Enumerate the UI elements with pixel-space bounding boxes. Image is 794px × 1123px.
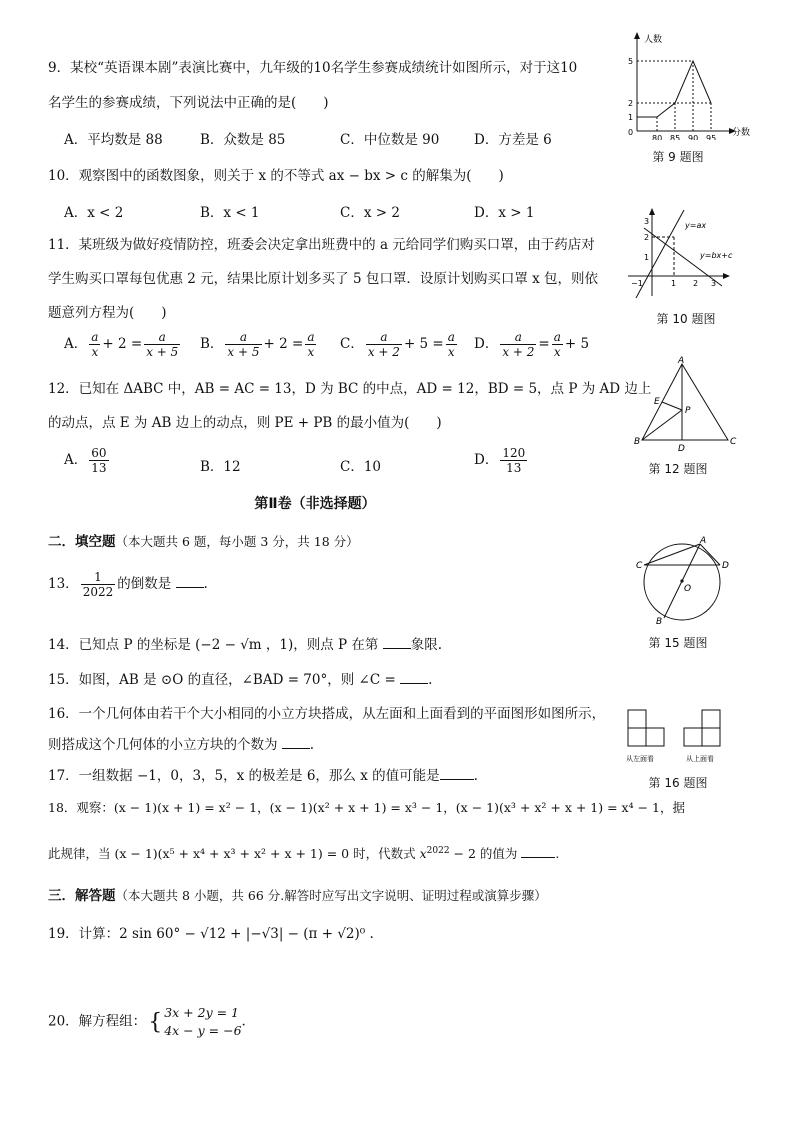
q12-label-e: E (654, 397, 660, 407)
q9-y-arrow (634, 32, 640, 39)
q11-option-a-frac2: $\frac{a}{x + 5}$ (146, 330, 179, 359)
q12-label-p: P (685, 406, 691, 416)
q9-line-chart (624, 28, 764, 140)
q17-line: 17．一组数据 −1，0，3，5，x 的极差是 6，那么 x 的值可能是 . (48, 768, 478, 784)
q9-y-tick-label: 5 (628, 57, 634, 66)
q18-exponent: 2022 (426, 845, 450, 856)
q16-top-view-cell (702, 710, 720, 728)
q15-label-a: A (700, 536, 707, 546)
q15-label-o: O (684, 584, 692, 594)
q12-label-d: D (678, 444, 685, 452)
q10-option-d: D．x > 1 (474, 205, 535, 221)
q9-y-tick-label: 1 (628, 113, 634, 122)
q12-option-a-label: A． (64, 452, 88, 468)
q14-tail: 象限. (410, 637, 443, 653)
q18-line-1: 18．观察：(x − 1)(x + 1) = x² − 1，(x − 1)(x² + x + 1) = x³ − 1，(x − 1)(x³ + x² + x + 1) = x⁴ − 1，据 (48, 800, 685, 815)
q15-center-dot (680, 579, 683, 582)
q11-option-d-frac2: $\frac{a}{x}$ (553, 330, 561, 359)
q13-line: 13． $\frac{1}{2022}$ 的倒数是 . (48, 570, 208, 599)
q18-answer-blank[interactable] (521, 845, 555, 858)
q18-base: x (419, 846, 427, 861)
q9-plot-area (628, 57, 716, 140)
q12-option-a-frac: $\frac{60}{13}$ (91, 446, 107, 475)
q16-line-2: 则搭成这个几何体的小立方块的个数为 . (48, 737, 315, 753)
q11-option-d-label: D． (474, 336, 499, 352)
q20-equation-2: 4x − y = −6 (164, 1023, 242, 1038)
q9-x-tick-label: 95 (706, 134, 717, 140)
q13-number: 13． (48, 576, 79, 592)
q9-caption: 第 9 题图 (652, 150, 704, 164)
q16-text: 则搭成这个几何体的小立方块的个数为 (48, 737, 278, 753)
q9-option-d: D．方差是 6 (474, 132, 552, 148)
q11-option-d-frac1: $\frac{a}{x + 2}$ (502, 330, 535, 359)
q10-option-c: C．x > 2 (340, 205, 400, 221)
q11-option-a-frac1: $\frac{a}{x}$ (91, 330, 99, 359)
q16-answer-blank[interactable] (282, 736, 310, 749)
q17-answer-blank[interactable] (440, 767, 474, 780)
q12-label-b: B (634, 437, 641, 447)
q13-answer-blank[interactable] (176, 575, 204, 588)
q12-option-d-frac: $\frac{120}{13}$ (502, 446, 526, 475)
q16-left-view-cell (628, 710, 646, 728)
q10-ytick-3: 3 (644, 217, 650, 226)
q15-answer-blank[interactable] (400, 671, 428, 684)
q10-xtick-1: 1 (671, 279, 677, 288)
q10-option-b: B．x < 1 (200, 205, 260, 221)
q16-caption: 第 16 题图 (648, 776, 708, 790)
q15-label-c: C (636, 561, 643, 571)
q9-series-line (657, 61, 711, 117)
q18-tail: − 2 的值为 (449, 846, 518, 861)
q9-line-1: 9．某校“英语课本剧”表演比赛中，九年级的10名学生参赛成绩统计如图所示，对于这10 (48, 60, 578, 76)
q11-option-a-label: A． (64, 336, 88, 352)
q12-segment-pb (642, 410, 682, 440)
q12-line-2: 的动点，点 E 为 AB 边上的动点，则 PE + PB 的最小值为( ) (48, 415, 442, 431)
q11-option-c-frac1: $\frac{a}{x + 2}$ (367, 330, 400, 359)
q9-ylabel: 人数 (644, 35, 663, 45)
q16-line-1: 16．一个几何体由若干个大小相同的小立方块搭成，从左面和上面看到的平面图形如图所示， (48, 706, 606, 722)
q10-xtick-m1: −1 (631, 279, 643, 288)
q20-period: . (241, 1013, 246, 1030)
q11-option-b-frac1: $\frac{a}{x + 5}$ (227, 330, 260, 359)
q19-line: 19．计算：2 sin 60° − √12 + |−√3| − (π + √2)⁰ . (48, 926, 374, 942)
q13-fraction: $\frac{1}{2022}$ (82, 570, 114, 599)
q15-chord-ad (700, 544, 720, 565)
q12-option-b: B．12 (200, 459, 241, 475)
q12-line-1: 12．已知在 ΔABC 中，AB = AC = 13，D 为 BC 的中点，AD = 12，BD = 5，点 P 为 AD 边上 (48, 381, 652, 397)
q9-x-tick-label: 80 (652, 134, 663, 140)
q11-option-b-label: B． (200, 336, 224, 352)
q10-line: 10．观察图中的函数图象，则关于 x 的不等式 ax − bx > c 的解集为( ) (48, 168, 504, 184)
q15-caption: 第 15 题图 (648, 636, 708, 650)
q12-triangle-figure (630, 356, 740, 452)
part2-title: 第Ⅱ卷（非选择题） (254, 496, 376, 512)
q11-line-2: 学生购买口罩每包优惠 2 元，结果比原计划多买了 5 包口罩．设原计划购买口罩 x 包，则依 (48, 271, 599, 287)
q12-option-a (64, 446, 111, 475)
q11-line-3: 题意列方程为( ) (48, 305, 167, 321)
q15-label-d: D (722, 561, 729, 571)
q12-segment-ep (662, 402, 682, 410)
q11-option-c-frac2: $\frac{a}{x}$ (447, 330, 455, 359)
q9-y-tick-label: 2 (628, 99, 634, 108)
q10-option-a: A．x < 2 (64, 205, 124, 221)
section2-title: 二．填空题 (48, 534, 116, 550)
q10-function-graph (622, 206, 740, 302)
q11-line-1: 11．某班级为做好疫情防控，班委会决定拿出班费中的 a 元给同学们购买口罩，由于药店对 (48, 237, 595, 253)
q12-option-d-label: D． (474, 452, 499, 468)
q12-label-c: C (730, 437, 737, 447)
q16-top-view-cell (684, 728, 702, 746)
q16-left-view-label: 从左面看 (626, 755, 654, 763)
q16-left-view-cell (646, 728, 664, 746)
q9-x-tick-label: 90 (688, 134, 699, 140)
q15-circle-figure (634, 534, 732, 626)
q18-line-2: 此规律，当 (x − 1)(x⁵ + x⁴ + x³ + x² + x + 1) = 0 时，代数式 $x^{2022} - 2$ 的值为 . (48, 845, 560, 861)
q16-views-figure (624, 706, 736, 768)
q10-x-arrow (723, 273, 730, 279)
q14-answer-blank[interactable] (383, 636, 411, 649)
q9-option-c: C．中位数是 90 (340, 132, 440, 148)
q11-option-d: D． $\frac{a}{x + 2}$ = $\frac{a}{x}$ + 5 (474, 330, 590, 359)
q20-line (48, 1004, 246, 1040)
q9-option-a: A．平均数是 88 (64, 132, 163, 148)
q11-option-b: B． $\frac{a}{x + 5}$ + 2 = $\frac{a}{x}$ (200, 330, 315, 359)
q20-equation-1: 3x + 2y = 1 (164, 1005, 239, 1020)
q9-option-b: B．众数是 85 (200, 132, 286, 148)
q11-option-b-frac2: $\frac{a}{x}$ (307, 330, 315, 359)
q10-ytick-1: 1 (644, 253, 650, 262)
q10-caption: 第 10 题图 (656, 312, 716, 326)
q10-xtick-2: 2 (693, 279, 699, 288)
q16-left-view-cell (628, 728, 646, 746)
q10-label-ax: y=ax (685, 221, 707, 230)
q13-text: 的倒数是 (117, 576, 172, 592)
q12-option-d (474, 446, 529, 475)
q9-origin: 0 (628, 128, 634, 137)
section2-heading (48, 530, 359, 550)
q10-xtick-3: 3 (711, 279, 717, 288)
q12-caption: 第 12 题图 (648, 462, 708, 476)
q14-line (48, 633, 442, 653)
q12-option-c: C．10 (340, 459, 382, 475)
q12-label-a: A (678, 356, 685, 366)
q10-y-arrow (649, 208, 655, 215)
q16-top-view-label: 从上面看 (686, 755, 714, 763)
q18-text: 此规律，当 (x − 1)(x⁵ + x⁴ + x³ + x² + x + 1) = 0 时，代数式 (48, 846, 420, 861)
q10-label-bxc: y=bx+c (700, 251, 733, 260)
q15-text: 15．如图，AB 是 ⊙O 的直径，∠BAD = 70°，则 ∠C = (48, 672, 396, 688)
section2-note: （本大题共 6 题，每小题 3 分，共 18 分） (115, 534, 359, 549)
q15-label-b: B (656, 617, 663, 626)
q17-text: 17．一组数据 −1，0，3，5，x 的极差是 6，那么 x 的值可能是 (48, 768, 440, 784)
q11-option-c: C． $\frac{a}{x + 2}$ + 5 = $\frac{a}{x}$ (340, 330, 455, 359)
q9-xlabel: 分数 (732, 128, 751, 138)
q16-top-view-cell (702, 728, 720, 746)
q15-line: 15．如图，AB 是 ⊙O 的直径，∠BAD = 70°，则 ∠C = . (48, 672, 433, 688)
q9-x-tick-label: 85 (670, 134, 681, 140)
q11-option-a: A． $\frac{a}{x}$ + 2 = $\frac{a}{x + 5}$ (64, 330, 179, 359)
q20-text: 20．解方程组： (48, 1013, 147, 1030)
q10-ytick-2: 2 (644, 233, 650, 242)
q20-system (164, 1004, 241, 1040)
q14-text: 14．已知点 P 的坐标是 (−2 − √m ，1)，则点 P 在第 (48, 637, 379, 653)
section3-note: （本大题共 8 小题，共 66 分.解答时应写出文字说明、证明过程或演算步骤） (115, 888, 547, 903)
q9-line-2: 名学生的参赛成绩，下列说法中正确的是( ) (48, 95, 329, 111)
q11-option-c-label: C． (340, 336, 364, 352)
section3-title: 三．解答题 (48, 888, 116, 904)
q20-brace: { (148, 1009, 163, 1035)
section3-heading (48, 884, 547, 904)
